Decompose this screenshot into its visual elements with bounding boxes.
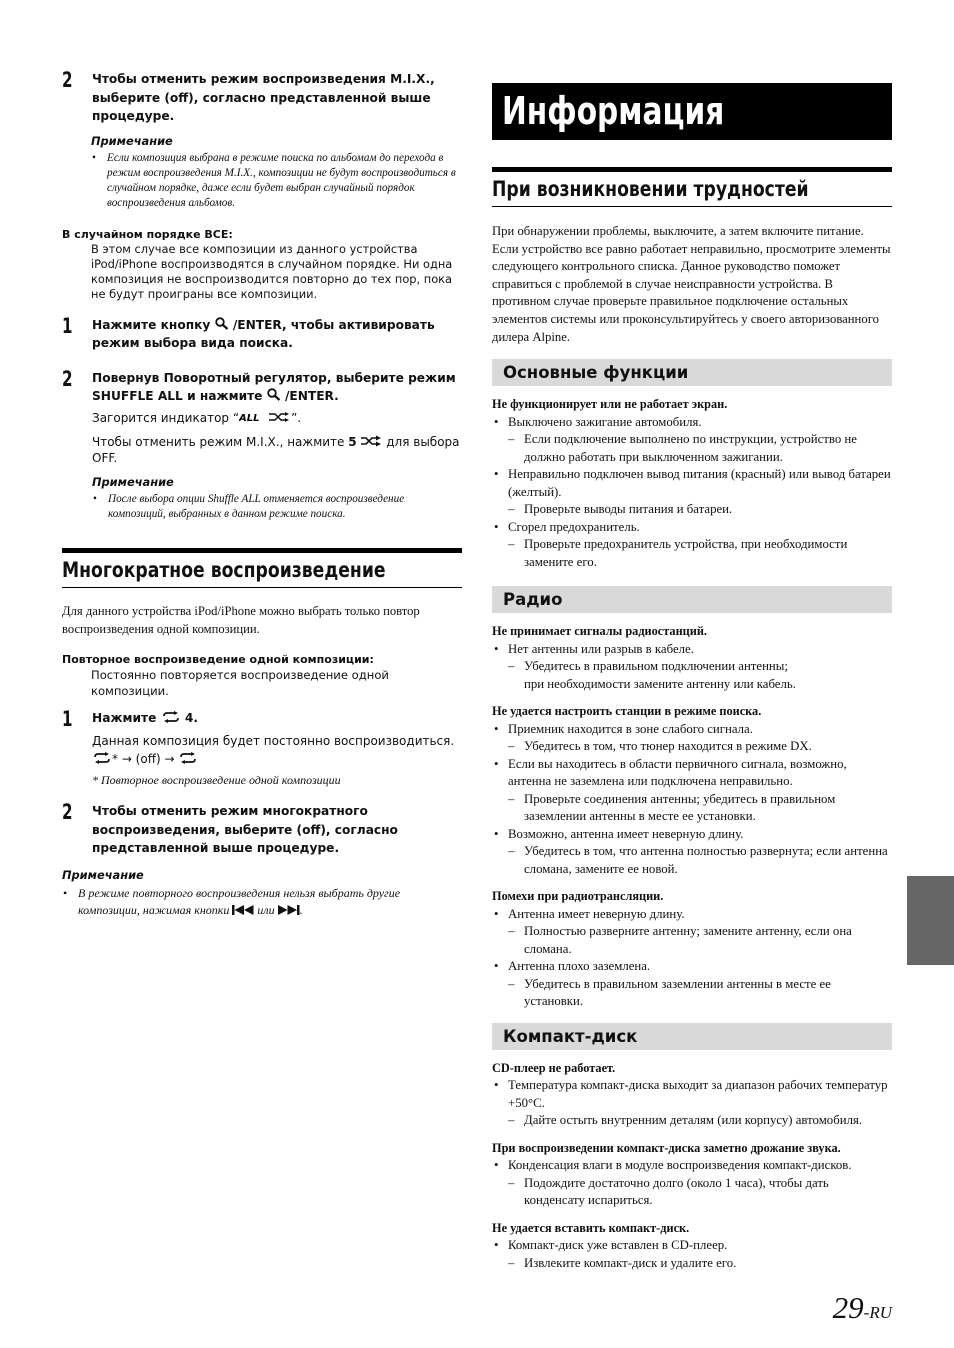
repeat-icon: [161, 711, 181, 723]
random-all-text: В этом случае все композиции из данного устройства iPod/iPhone воспроизводятся в случайном порядке. Ни одна композиция не воспроизводится повторно до тех пор, пока не будут проиграны все композиции.: [91, 241, 453, 301]
repeat-line2: Данная композиция будет постоянно воспроизводиться.: [92, 734, 455, 748]
step-repeat-off: [62, 802, 462, 858]
note-heading: Примечание: [92, 474, 174, 489]
note-mid: или: [254, 902, 278, 917]
sequence-text: * → (off) →: [112, 752, 179, 766]
problem-heading: Помехи при радиотрансляции.: [492, 889, 664, 904]
step-text-pre: Нажмите: [92, 710, 161, 725]
right-column: [492, 83, 892, 1272]
basic-items: [492, 414, 892, 572]
step-text-pre: Повернув Поворотный регулятор, выберите режим SHUFFLE ALL и нажмите: [92, 370, 456, 403]
note-item: • После выбора опции Shuffle ALL отменяется воспроизведение композиций, выбранных в данном режиме поиска.: [92, 492, 462, 522]
left-column: [62, 70, 462, 919]
cd-items-3: [492, 1237, 892, 1272]
chapter-title: Информация: [502, 89, 725, 133]
repeat-sequence: [92, 751, 462, 767]
cancel-mix-line: [92, 434, 462, 466]
section-title: Многократное воспроизведение: [62, 557, 386, 582]
repeat-sub-text: Постоянно повторяется воспроизведение одной композиции.: [91, 667, 389, 698]
remedy-item: – Убедитесь в правильном заземлении антенны в месте ее установки.: [492, 976, 892, 1011]
problem-heading: Не принимает сигналы радиостанций.: [492, 624, 707, 639]
repeat-icon: [178, 752, 198, 764]
note-pre: В режиме повторного воспроизведения нельзя выбрать другие композиции, нажимая кнопки: [78, 885, 401, 917]
shuffle-all-indicator-icon: [239, 411, 291, 423]
section-title: При возникновении трудностей: [492, 177, 809, 201]
remedy-item: – Извлеките компакт-диск и удалите его.: [492, 1255, 892, 1273]
cause-item: • Компакт-диск уже вставлен в CD-плеер.: [492, 1237, 892, 1255]
indicator-post: ”.: [291, 410, 302, 425]
radio-heading: Радио: [492, 586, 892, 613]
next-track-icon: [278, 905, 300, 915]
remedy-item: – Если подключение выполнено по инструкции, устройство не должно работать при выключенном зажигании.: [492, 431, 892, 466]
step-text: [92, 709, 462, 728]
svg-text:ALL: ALL: [239, 412, 260, 423]
cancel-pre: Чтобы отменить режим M.I.X., нажмите: [92, 434, 349, 449]
section-underline: [492, 206, 892, 207]
key-5: 5: [348, 434, 357, 449]
cd-items-1: [492, 1077, 892, 1130]
troubleshooting-section: [492, 167, 892, 207]
cause-item: • Неправильно подключен вывод питания (красный) или вывод батареи (желтый).: [492, 466, 892, 501]
remedy-item: – Убедитесь в том, что тюнер находится в режиме DX.: [492, 738, 892, 756]
step-repeat-on: [62, 706, 462, 789]
search-icon: [267, 388, 281, 401]
step-number: 2: [62, 68, 73, 92]
step-cancel-mix: [62, 70, 462, 126]
note-item: • Если композиция выбрана в режиме поиска по альбомам до перехода в режим воспроизведения M.I.X., композиции не будут воспроизводиться в случайном порядке, даже если будет выбран случайный порядок воспроизведения альбомов.: [91, 151, 462, 211]
repeat-sub-heading: Повторное воспроизведение одной композиции:: [62, 652, 374, 666]
remedy-item: – Подождите достаточно долго (около 1 часа), чтобы дать конденсату испариться.: [492, 1175, 892, 1210]
page-number-suffix: -RU: [863, 1303, 892, 1322]
basic-functions-heading: Основные функции: [492, 359, 892, 386]
section-underline: [62, 587, 462, 588]
remedy-item: – Проверьте выводы питания и батареи.: [492, 501, 892, 519]
cause-item: • Если вы находитесь в области первичного сигнала, возможно, антенна не заземлена или подключена неправильно.: [492, 756, 892, 791]
remedy-item-cont: при необходимости замените антенну или кабель.: [524, 676, 796, 691]
search-icon: [215, 317, 229, 330]
cause-item: • Нет антенны или разрыв в кабеле.: [492, 641, 892, 659]
indicator-pre: Загорится индикатор “: [92, 410, 240, 425]
step-text-post: 4.: [180, 710, 198, 725]
remedy-item: – Проверьте предохранитель устройства, при необходимости замените его.: [492, 536, 892, 571]
random-all-block: [62, 227, 462, 302]
note-post: .: [299, 902, 303, 917]
remedy-item: – Проверьте соединения антенны; убедитесь в правильном заземлении антенны в месте ее установки.: [492, 791, 892, 826]
step-number: 2: [62, 366, 73, 391]
page-number: [833, 1290, 892, 1326]
problem-heading: Не функционирует или не работает экран.: [492, 397, 728, 412]
cause-item: • Сгорел предохранитель.: [492, 519, 892, 537]
problem-heading: Не удается настроить станции в режиме поиска.: [492, 704, 762, 719]
problem-heading: Не удается вставить компакт-диск.: [492, 1220, 690, 1235]
note-heading: Примечание: [62, 867, 144, 882]
note-heading: Примечание: [91, 133, 173, 148]
chapter-thumb-tab: [907, 876, 954, 965]
remedy-item: – Убедитесь в правильном подключении антенны;: [492, 658, 892, 676]
previous-track-icon: [232, 905, 254, 915]
remedy-item: – Полностью разверните антенну; замените антенну, если она сломана.: [492, 923, 892, 958]
repeat-icon: [92, 752, 112, 764]
cd-items-2: [492, 1157, 892, 1210]
note-mix: [62, 134, 462, 211]
step-text: [92, 316, 462, 353]
cd-heading: Компакт-диск: [492, 1023, 892, 1050]
radio-items-1: [492, 641, 892, 694]
shuffle-icon: [360, 435, 382, 447]
remedy-item: – Дайте остыть внутренним деталям (или корпусу) автомобиля.: [492, 1112, 892, 1130]
step-shuffle-all: [62, 366, 462, 522]
cause-item: • Антенна имеет неверную длину.: [492, 906, 892, 924]
repeat-footnote: * Повторное воспроизведение одной композиции: [92, 773, 341, 787]
cause-item: • Температура компакт-диска выходит за диапазон рабочих температур +50°C.: [492, 1077, 892, 1112]
page-number-value: 29: [832, 1290, 864, 1325]
problem-heading: При воспроизведении компакт-диска заметно дрожание звука.: [492, 1140, 841, 1155]
repeat-intro: Для данного устройства iPod/iPhone можно выбрать только повтор воспроизведения одной композиции.: [62, 603, 420, 636]
radio-items-3: [492, 906, 892, 1011]
cancel-post: для выбора OFF.: [92, 434, 460, 465]
cause-item: • Антенна плохо заземлена.: [492, 958, 892, 976]
problem-heading: CD-плеер не работает.: [492, 1060, 616, 1075]
cause-item: • Выключено зажигание автомобиля.: [492, 414, 892, 432]
step-number: 1: [62, 706, 73, 731]
step-text-post: /ENTER, чтобы активировать режим выбора вида поиска.: [92, 317, 435, 350]
remedy-item: – Убедитесь в том, что антенна полностью развернута; если антенна сломана, замените ее новой.: [492, 843, 892, 878]
step-number: 2: [62, 800, 73, 824]
cause-item: • Возможно, антенна имеет неверную длину.: [492, 826, 892, 844]
step-text: Чтобы отменить режим воспроизведения M.I.X., выберите (off), согласно представленной выше процедуре.: [92, 72, 435, 123]
random-all-heading: В случайном порядке ВСЕ:: [62, 227, 233, 241]
cause-item: • Конденсация влаги в модуле воспроизведения компакт-дисков.: [492, 1157, 892, 1175]
radio-items-2: [492, 721, 892, 879]
step-text-post: /ENTER.: [280, 389, 339, 403]
troubleshooting-intro: При обнаружении проблемы, выключите, а затем включите питание. Если устройство все равно работает неправильно, просмотрите элементы следующего контрольного списка. Данное руководство поможет справиться с проблемой в случае неисправности устройства. В противном случае проверьте правильное подключение остальных элементов системы или проконсультируйтесь у своего авторизованного дилера Alpine.: [492, 224, 891, 344]
note-item: [62, 885, 462, 919]
cause-item: • Приемник находится в зоне слабого сигнала.: [492, 721, 892, 739]
step-text: [92, 369, 462, 406]
step-number: 1: [62, 313, 73, 338]
step-search-mode: [62, 313, 462, 353]
chapter-banner: [492, 83, 892, 140]
repeat-section: [62, 548, 462, 919]
step-text-pre: Нажмите кнопку: [92, 317, 215, 332]
step-text: Чтобы отменить режим многократного воспроизведения, выберите (off), согласно представленной выше процедуре.: [92, 804, 398, 855]
indicator-line: [92, 410, 462, 426]
